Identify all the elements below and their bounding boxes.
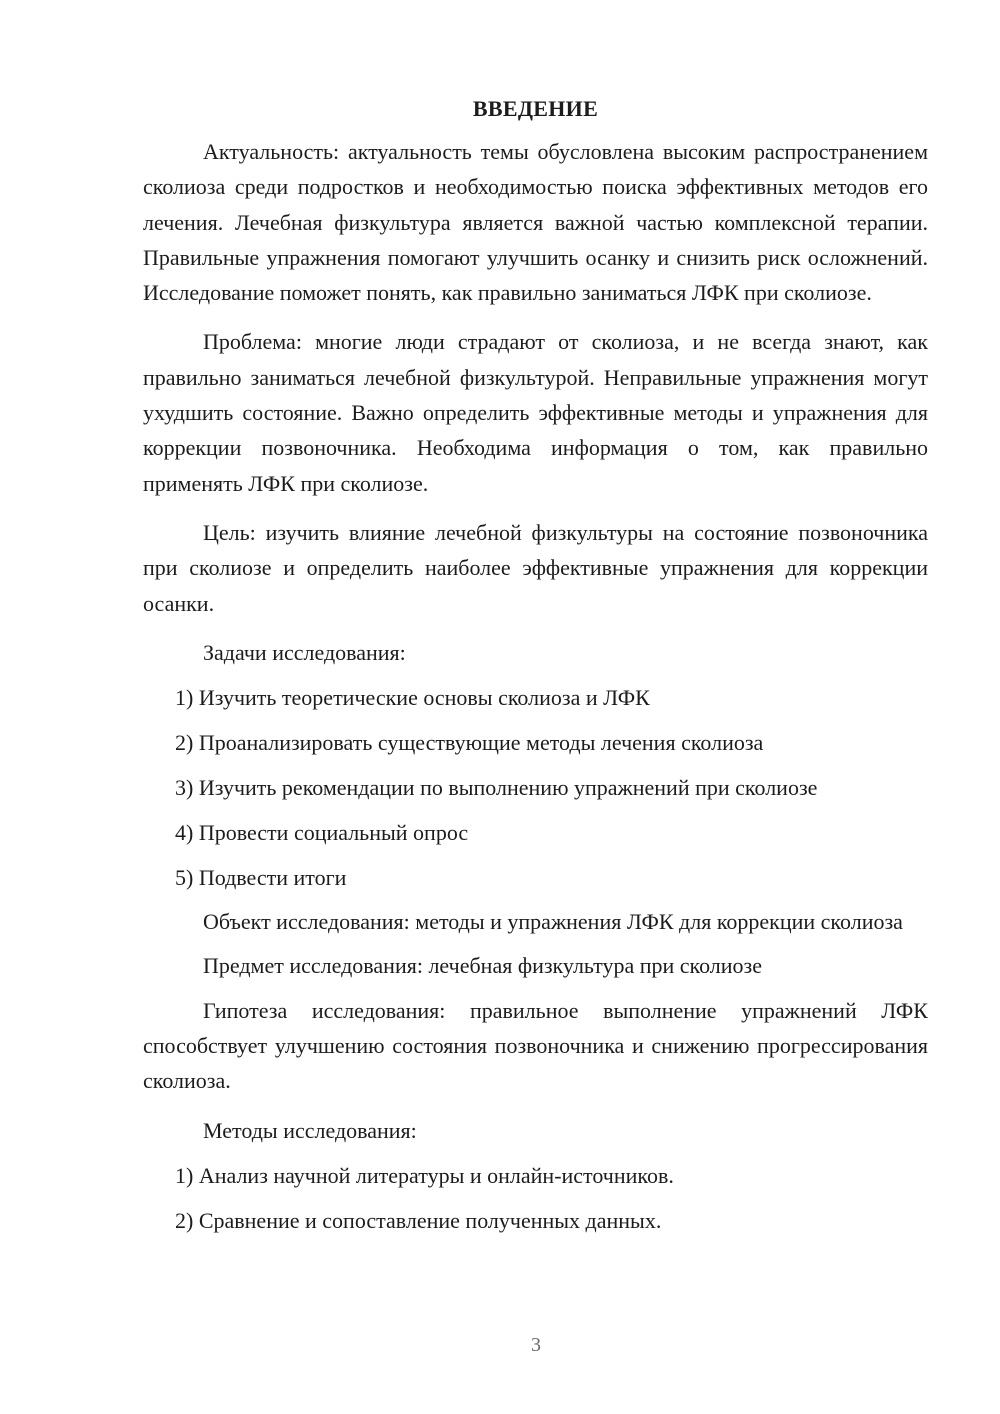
page-content	[143, 96, 928, 1238]
method-item: 2) Сравнение и сопоставление полученных данных.	[175, 1207, 662, 1233]
hypothesis-paragraph: Гипотеза исследования: правильное выполнение упражнений ЛФК способствует улучшению состояния позвоночника и снижению прогрессирования сколиоза.	[143, 997, 928, 1094]
task-item: 2) Проанализировать существующие методы лечения сколиоза	[175, 730, 764, 756]
page-number: 3	[531, 1334, 541, 1356]
tasks-heading: Задачи исследования:	[203, 639, 406, 665]
subject-paragraph: Предмет исследования: лечебная физкультура при сколиозе	[203, 953, 763, 979]
relevance-paragraph: Актуальность: актуальность темы обусловлена высоким распространением сколиоза среди подростков и необходимостью поиска эффективных методов его лечения. Лечебная физкультура является важной частью комплексной терапии. Правильные упражнения помогают улучшить осанку и снизить риск осложнений. Исследование поможет понять, как правильно заниматься ЛФК при сколиозе.	[143, 139, 928, 306]
method-item: 1) Анализ научной литературы и онлайн-источников.	[175, 1162, 674, 1188]
problem-paragraph: Проблема: многие люди страдают от сколиоза, и не всегда знают, как правильно заниматься лечебной физкультурой. Неправильные упражнения могут ухудшить состояние. Важно определить эффективные методы и упражнения для коррекции позвоночника. Необходима информация о том, как правильно применять ЛФК при сколиозе.	[143, 329, 928, 496]
task-item: 4) Провести социальный опрос	[175, 820, 469, 846]
page-title: ВВЕДЕНИЕ	[472, 96, 599, 121]
task-item: 5) Подвести итоги	[175, 865, 347, 891]
object-paragraph: Объект исследования: методы и упражнения ЛФК для коррекции сколиоза	[203, 909, 903, 935]
methods-heading: Методы исследования:	[203, 1117, 417, 1143]
task-item: 1) Изучить теоретические основы сколиоза и ЛФК	[175, 685, 650, 711]
goal-paragraph: Цель: изучить влияние лечебной физкультуры на состояние позвоночника при сколиозе и определить наиболее эффективные упражнения для коррекции осанки.	[143, 519, 928, 616]
task-item: 3) Изучить рекомендации по выполнению упражнений при сколиозе	[175, 775, 818, 801]
